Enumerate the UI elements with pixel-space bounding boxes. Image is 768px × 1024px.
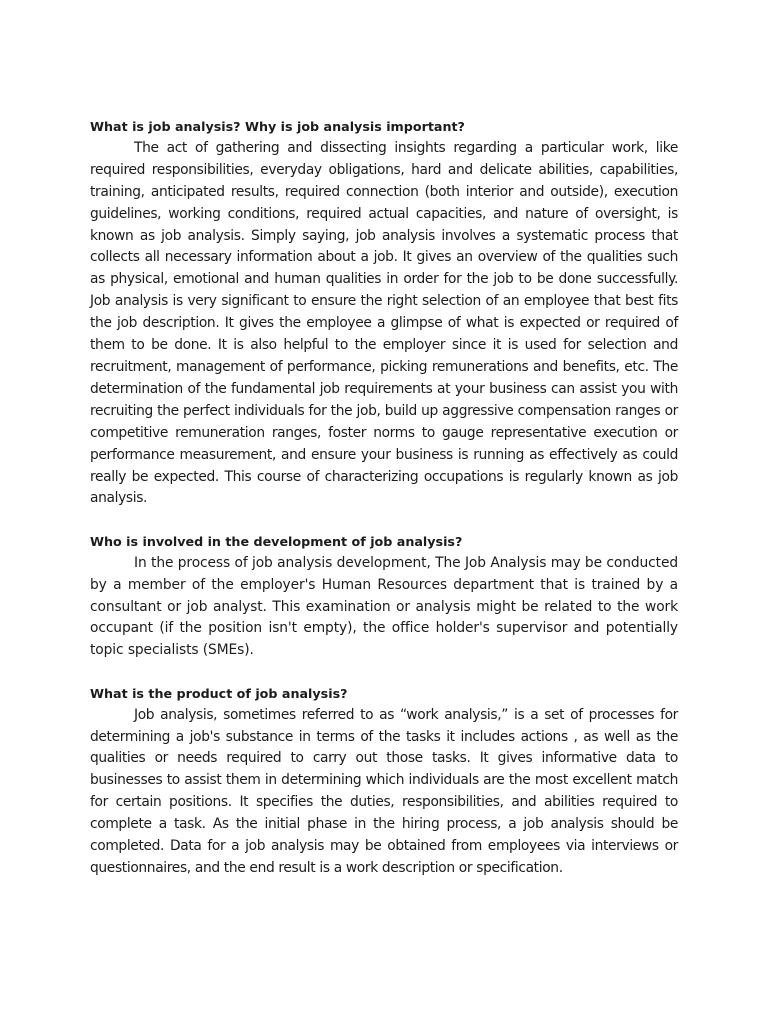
section-heading: What is job analysis? Why is job analysis important? <box>90 119 465 134</box>
section-job-analysis-product <box>90 683 678 880</box>
section-heading: What is the product of job analysis? <box>90 685 348 701</box>
section-job-analysis-importance <box>90 116 678 510</box>
section-job-analysis-involvement <box>90 531 678 662</box>
document-page <box>90 116 678 900</box>
section-paragraph: The act of gathering and dissecting insights regarding a particular work, like required responsibilities, everyday obligations, hard and delicate abilities, capabilities, training, anticipated results, required connection (both interior and outside), execution guidelines, working conditions, required actual capacities, and nature of oversight, is known as job analysis. Simply saying, job analysis involves a systematic process that collects all necessary information about a job. It gives an overview of the qualities such as physical, emotional and human qualities in order for the job to be done successfully. Job analysis is very significant to ensure the right selection of an employee that best fits the job description. It gives the employee a glimpse of what is expected or required of them to be done. It is also helpful to the employer since it is used for selection and recruitment, management of performance, picking remunerations and benefits, etc. The determination of the fundamental job requirements at your business can assist you with recruiting the perfect individuals for the job, build up aggressive compensation ranges or competitive remuneration ranges, foster norms to gauge representative execution or performance measurement, and ensure your business is running as effectively as could really be expected. This course of characterizing occupations is regularly known as job analysis. <box>90 139 678 507</box>
section-heading: Who is involved in the development of job analysis? <box>90 533 463 549</box>
section-paragraph: Job analysis, sometimes referred to as “work analysis,” is a set of processes for determining a job's substance in terms of the tasks it includes actions , as well as the qualities or needs required to carry out those tasks. It gives informative data to businesses to assist them in determining which individuals are the most excellent match for certain positions. It specifies the duties, responsibilities, and abilities required to complete a task. As the initial phase in the hiring process, a job analysis should be completed. Data for a job analysis may be obtained from employees via interviews or questionnaires, and the end result is a work description or specification. <box>90 706 678 876</box>
section-paragraph: In the process of job analysis development, The Job Analysis may be conducted by a member of the employer's Human Resources department that is trained by a consultant or job analyst. This examination or analysis might be related to the work occupant (if the position isn't empty), the office holder's supervisor and potentially topic specialists (SMEs). <box>90 554 678 659</box>
